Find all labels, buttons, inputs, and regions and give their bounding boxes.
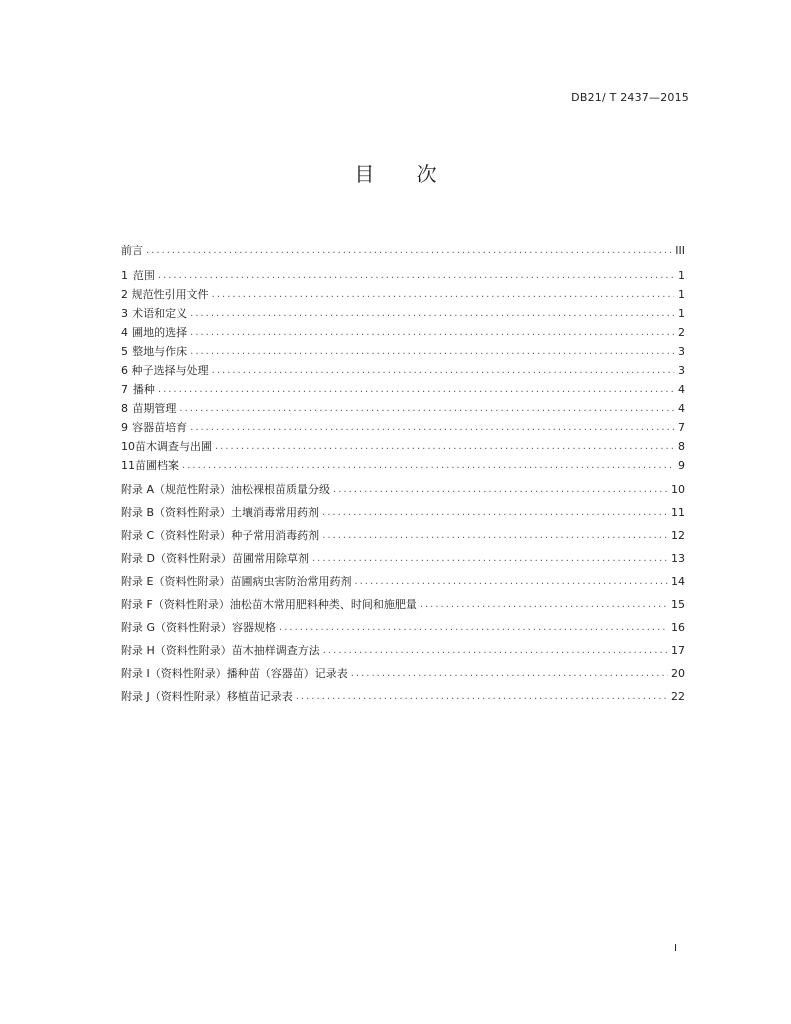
dot-leader [296, 689, 668, 705]
toc-entry-title: 苗圃档案 [135, 459, 180, 472]
toc-page-number: 17 [671, 644, 685, 657]
toc-entry-section[interactable] [121, 325, 685, 341]
toc-page-number: 3 [678, 364, 685, 377]
toc-section-number: 6 [121, 364, 128, 377]
dot-leader [279, 620, 668, 636]
toc-entry-section[interactable] [121, 382, 685, 398]
dot-leader [333, 482, 668, 498]
toc-entry-section[interactable] [121, 439, 685, 455]
toc-entry-appendix[interactable] [121, 574, 685, 590]
toc-section-number: 11 [121, 459, 135, 472]
toc-entry-title: 苗木抽样调查方法 [231, 644, 320, 657]
page-number: I [674, 943, 677, 954]
toc-entry-section[interactable] [121, 458, 685, 474]
toc-entry-title: 容器苗培育 [132, 421, 188, 434]
toc-entry-title: 前言 [121, 244, 143, 257]
dot-leader [420, 597, 668, 613]
toc-entry-title: 播种 [132, 383, 155, 396]
dot-leader [158, 268, 674, 284]
dot-leader [182, 458, 674, 474]
toc-page-number: 11 [671, 506, 685, 519]
toc-page-number: 2 [678, 326, 685, 339]
toc-appendix-label: 附录 C（资料性附录） [121, 529, 232, 542]
dot-leader [212, 287, 674, 303]
toc-entry-title: 规范性引用文件 [131, 288, 209, 301]
toc-page-number: 1 [678, 269, 685, 282]
toc-entry-title: 范围 [132, 269, 155, 282]
toc-page-number: 4 [678, 402, 685, 415]
toc-appendix-label: 附录 D（资料性附录） [121, 552, 232, 565]
toc-entry-section[interactable] [121, 401, 685, 417]
toc-entry-section[interactable] [121, 268, 685, 284]
toc-entry-title: 播种苗（容器苗）记录表 [226, 667, 348, 680]
toc-entry-section[interactable] [121, 306, 685, 322]
toc-entry-section[interactable] [121, 420, 685, 436]
dot-leader [212, 363, 674, 379]
page-title [0, 158, 791, 187]
toc-entry-appendix[interactable] [121, 551, 685, 567]
dot-leader [322, 505, 668, 521]
dot-leader [146, 243, 672, 259]
toc-entry-appendix[interactable] [121, 528, 685, 544]
toc-page-number: III [675, 244, 685, 257]
toc-appendix-label: 附录 G（资料性附录） [121, 621, 233, 634]
dot-leader [312, 551, 668, 567]
toc-page-number: 20 [671, 667, 685, 680]
toc-section-number: 1 [121, 269, 128, 282]
dot-leader [190, 306, 674, 322]
toc-entry-appendix[interactable] [121, 620, 685, 636]
standard-code: DB21/ T 2437—2015 [571, 91, 689, 104]
toc-entry-title: 移植苗记录表 [226, 690, 293, 703]
dot-leader [158, 382, 674, 398]
toc-section-number: 7 [121, 383, 128, 396]
toc-entry-title: 苗期管理 [132, 402, 177, 415]
toc-section-number: 4 [121, 326, 128, 339]
toc-page-number: 7 [678, 421, 685, 434]
toc-appendix-label: 附录 E（资料性附录） [121, 575, 231, 588]
toc-page-number: 3 [678, 345, 685, 358]
toc-page-number: 15 [671, 598, 685, 611]
toc-entry-title: 整地与作床 [132, 345, 188, 358]
toc-section-number: 9 [121, 421, 128, 434]
dot-leader [215, 439, 674, 455]
toc-entry-title: 油松苗木常用肥料种类、时间和施肥量 [229, 598, 417, 611]
toc-entry-title: 圃地的选择 [132, 326, 188, 339]
toc-appendix-label: 附录 B（资料性附录） [121, 506, 232, 519]
toc-page-number: 1 [678, 307, 685, 320]
title-char-1: 目 [354, 162, 375, 186]
toc-entry-section[interactable] [121, 344, 685, 360]
toc-page-number: 22 [671, 690, 685, 703]
toc-entry-appendix[interactable] [121, 597, 685, 613]
dot-leader [190, 325, 674, 341]
toc-entry-title: 苗木调查与出圃 [135, 440, 212, 453]
toc-section-number: 2 [121, 288, 128, 301]
dot-leader [351, 666, 668, 682]
toc-entry-title: 种子选择与处理 [131, 364, 209, 377]
toc-entry-title: 术语和定义 [132, 307, 188, 320]
toc-entry-appendix[interactable] [121, 482, 685, 498]
toc-entry-title: 容器规格 [232, 621, 277, 634]
toc-page-number: 1 [678, 288, 685, 301]
dot-leader [190, 344, 674, 360]
toc-entry-title: 种子常用消毒药剂 [231, 529, 320, 542]
toc-page-number: 9 [678, 459, 685, 472]
toc-appendix-label: 附录 H（资料性附录） [121, 644, 232, 657]
toc-page-number: 13 [671, 552, 685, 565]
toc-page-number: 4 [678, 383, 685, 396]
toc-section-number: 5 [121, 345, 128, 358]
dot-leader [190, 420, 674, 436]
toc-entry-title: 苗圃病虫害防治常用药剂 [230, 575, 352, 588]
toc-entry-appendix[interactable] [121, 666, 685, 682]
toc-entry-section[interactable] [121, 287, 685, 303]
title-char-2: 次 [416, 162, 437, 186]
toc-section-number: 10 [121, 440, 135, 453]
toc-page-number: 16 [671, 621, 685, 634]
toc-page-number: 10 [671, 483, 685, 496]
toc-entry-appendix[interactable] [121, 643, 685, 659]
toc-entry-appendix[interactable] [121, 689, 685, 705]
toc-page-number: 12 [671, 529, 685, 542]
toc-appendix-label: 附录 I（资料性附录） [121, 667, 227, 680]
toc-appendix-label: 附录 F（资料性附录） [121, 598, 230, 611]
dot-leader [354, 574, 668, 590]
toc-appendix-label: 附录 A（规范性附录） [121, 483, 232, 496]
toc-entry-appendix[interactable] [121, 505, 685, 521]
toc-entry-section[interactable] [121, 363, 685, 379]
toc-entry-title: 土壤消毒常用药剂 [231, 506, 320, 519]
toc-entry-title: 油松裸根苗质量分级 [231, 483, 331, 496]
toc-page-number: 8 [678, 440, 685, 453]
dot-leader [323, 643, 668, 659]
toc-section-number: 3 [121, 307, 128, 320]
dot-leader [322, 528, 668, 544]
toc-page-number: 14 [671, 575, 685, 588]
dot-leader [179, 401, 674, 417]
toc-section-number: 8 [121, 402, 128, 415]
toc-entry-foreword[interactable] [121, 243, 685, 259]
toc-entry-title: 苗圃常用除草剂 [231, 552, 309, 565]
toc-appendix-label: 附录 J（资料性附录） [121, 690, 227, 703]
